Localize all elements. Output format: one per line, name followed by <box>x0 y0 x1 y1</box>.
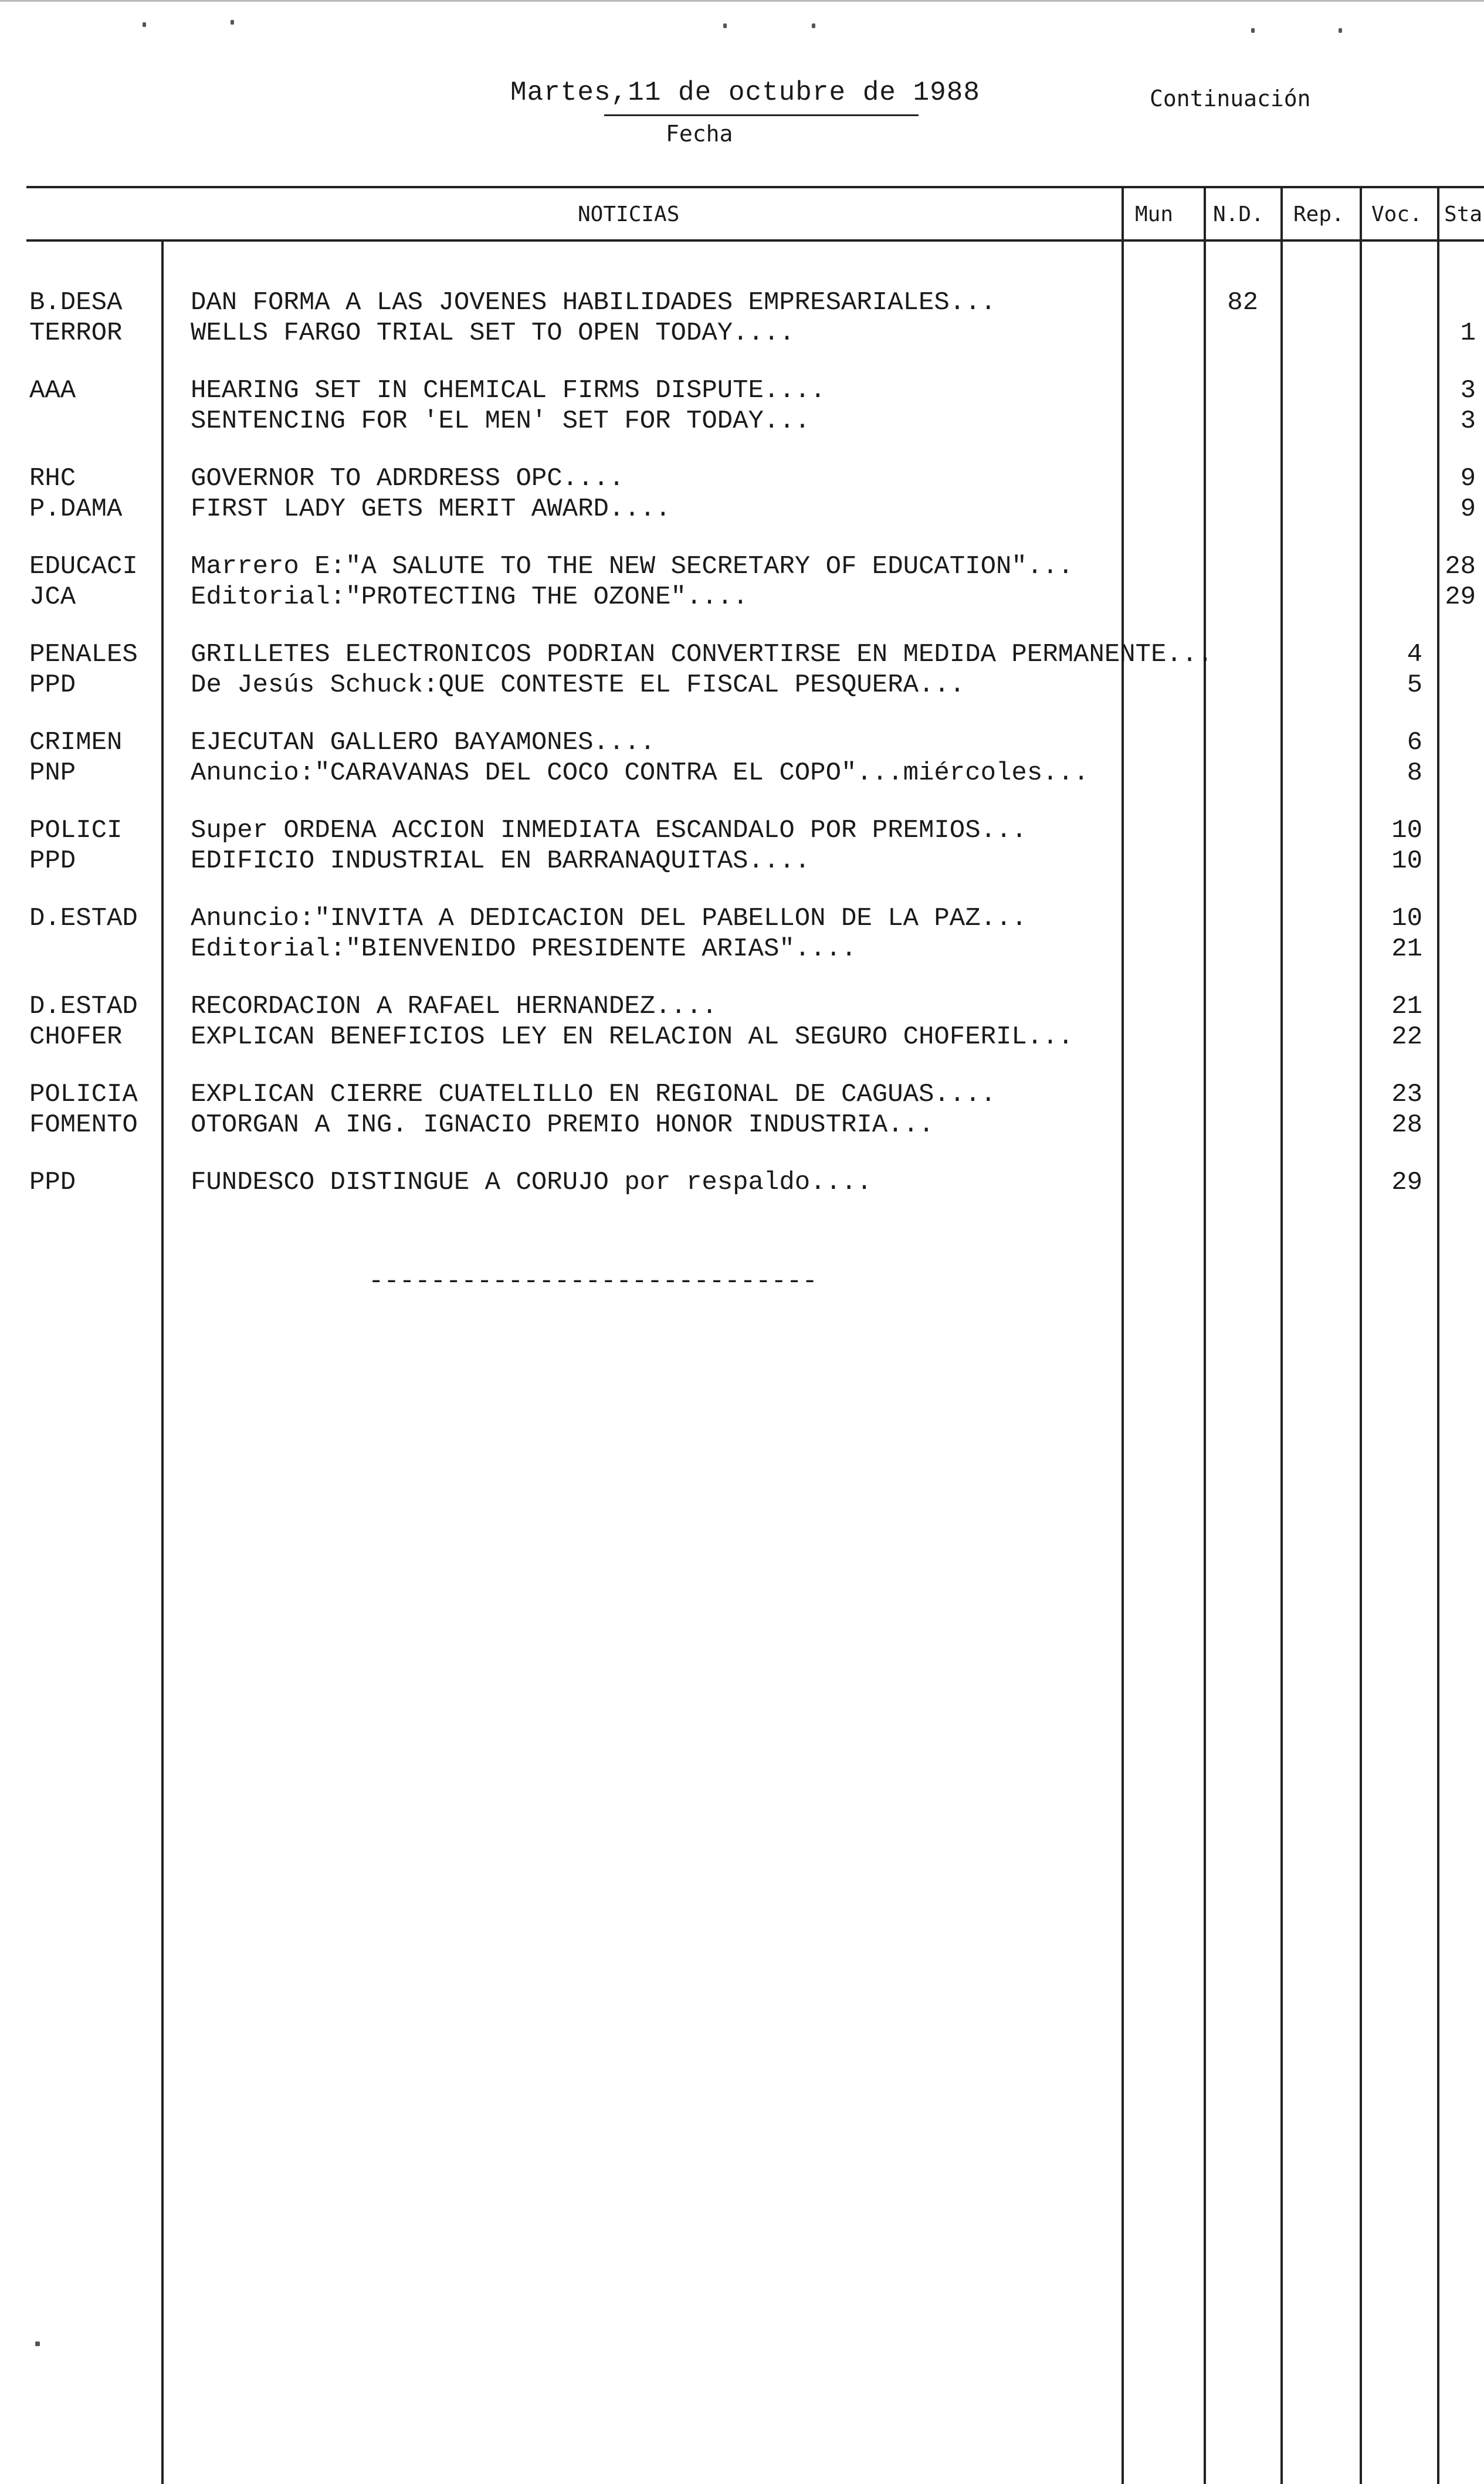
row-voc: 6 <box>1407 728 1422 757</box>
row-title: Anuncio:"CARAVANAS DEL COCO CONTRA EL COPO"...miércoles... <box>191 758 1089 788</box>
row-voc: 5 <box>1407 670 1422 700</box>
table-row <box>0 639 1484 670</box>
row-code: FOMENTO <box>29 1110 138 1140</box>
table-row <box>0 670 1484 700</box>
row-voc: 4 <box>1407 640 1422 669</box>
row-sta: 3 <box>1460 376 1476 405</box>
row-nd: 82 <box>1227 288 1258 317</box>
row-sta: 9 <box>1460 464 1476 493</box>
scan-top-edge <box>0 0 1484 2</box>
scan-speck <box>35 2341 40 2346</box>
rep-column-divider <box>1280 188 1283 2484</box>
row-code: PENALES <box>29 640 138 669</box>
table-header-rule <box>26 239 1484 242</box>
row-voc: 28 <box>1391 1110 1422 1140</box>
date-underline <box>604 114 919 116</box>
table-row <box>0 1022 1484 1052</box>
row-sta: 3 <box>1460 406 1476 436</box>
row-code: PPD <box>29 1168 76 1197</box>
row-title: WELLS FARGO TRIAL SET TO OPEN TODAY.... <box>191 318 795 348</box>
row-code: JCA <box>29 582 76 612</box>
row-code: POLICI <box>29 816 123 845</box>
scan-speck <box>1339 28 1342 33</box>
table-row <box>0 1110 1484 1140</box>
row-sta: 1 <box>1460 318 1476 348</box>
continuation-label: Continuación <box>1150 86 1311 111</box>
row-sta: 28 <box>1445 552 1476 581</box>
row-code: D.ESTAD <box>29 904 138 933</box>
row-title: EXPLICAN CIERRE CUATELILLO EN REGIONAL DE CAGUAS.... <box>191 1080 997 1109</box>
row-code: RHC <box>29 464 76 493</box>
row-voc: 22 <box>1391 1022 1422 1052</box>
row-title: Marrero E:"A SALUTE TO THE NEW SECRETARY OF EDUCATION"... <box>191 552 1074 581</box>
row-title: EJECUTAN GALLERO BAYAMONES.... <box>191 728 656 757</box>
row-title: SENTENCING FOR 'EL MEN' SET FOR TODAY... <box>191 406 811 436</box>
row-title: Anuncio:"INVITA A DEDICACION DEL PABELLON DE LA PAZ... <box>191 904 1027 933</box>
column-header-mun: Mun <box>1135 202 1174 226</box>
table-row <box>0 1079 1484 1110</box>
table-row <box>0 903 1484 934</box>
report-date: Martes,11 de octubre de 1988 <box>510 77 980 108</box>
table-row <box>0 318 1484 348</box>
table-row <box>0 846 1484 876</box>
row-title: Editorial:"PROTECTING THE OZONE".... <box>191 582 748 612</box>
column-header-nd: N.D. <box>1213 202 1264 226</box>
row-voc: 10 <box>1391 816 1422 845</box>
row-voc: 23 <box>1391 1080 1422 1109</box>
row-sta: 29 <box>1445 582 1476 612</box>
table-row <box>0 494 1484 524</box>
row-title: GOVERNOR TO ADRDRESS OPC.... <box>191 464 625 493</box>
column-header-rep: Rep. <box>1293 202 1344 226</box>
row-voc: 10 <box>1391 846 1422 876</box>
row-title: GRILLETES ELECTRONICOS PODRIAN CONVERTIRSE EN MEDIDA PERMANENTE... <box>191 640 1213 669</box>
table-row <box>0 815 1484 846</box>
row-voc: 21 <box>1391 934 1422 964</box>
row-title: HEARING SET IN CHEMICAL FIRMS DISPUTE.... <box>191 376 826 405</box>
sta-column-divider <box>1437 188 1439 2484</box>
row-code: PPD <box>29 670 76 700</box>
row-code: D.ESTAD <box>29 992 138 1021</box>
row-title: FUNDESCO DISTINGUE A CORUJO por respaldo.... <box>191 1168 872 1197</box>
row-code: B.DESA <box>29 288 123 317</box>
date-caption: Fecha <box>666 121 733 147</box>
row-sta: 9 <box>1460 494 1476 524</box>
scan-speck <box>812 23 815 28</box>
nd-column-divider <box>1204 188 1206 2484</box>
table-row <box>0 287 1484 318</box>
row-code: POLICIA <box>29 1080 138 1109</box>
row-title: DAN FORMA A LAS JOVENES HABILIDADES EMPRESARIALES... <box>191 288 997 317</box>
row-title: EXPLICAN BENEFICIOS LEY EN RELACION AL SEGURO CHOFERIL... <box>191 1022 1074 1052</box>
scan-speck <box>143 22 146 27</box>
row-code: TERROR <box>29 318 123 348</box>
scan-speck <box>1251 28 1255 33</box>
row-title: RECORDACION A RAFAEL HERNANDEZ.... <box>191 992 717 1021</box>
column-header-voc: Voc. <box>1371 202 1422 226</box>
column-header-noticias: NOTICIAS <box>578 202 680 226</box>
row-title: Super ORDENA ACCION INMEDIATA ESCANDALO POR PREMIOS... <box>191 816 1027 845</box>
row-voc: 21 <box>1391 992 1422 1021</box>
row-title: FIRST LADY GETS MERIT AWARD.... <box>191 494 671 524</box>
row-code: PNP <box>29 758 76 788</box>
table-top-rule <box>26 186 1484 188</box>
table-row <box>0 727 1484 758</box>
row-code: AAA <box>29 376 76 405</box>
column-header-sta: Sta <box>1444 202 1483 226</box>
row-voc: 8 <box>1407 758 1422 788</box>
table-row <box>0 551 1484 582</box>
scan-speck <box>231 20 234 25</box>
scan-speck <box>723 23 727 28</box>
table-row <box>0 991 1484 1022</box>
row-title: Editorial:"BIENVENIDO PRESIDENTE ARIAS".... <box>191 934 857 964</box>
table-row <box>0 934 1484 964</box>
table-row <box>0 463 1484 494</box>
row-code: PPD <box>29 846 76 876</box>
table-row <box>0 375 1484 406</box>
row-code: CRIMEN <box>29 728 123 757</box>
table-row <box>0 406 1484 436</box>
row-title: OTORGAN A ING. IGNACIO PREMIO HONOR INDUSTRIA... <box>191 1110 934 1140</box>
table-row <box>0 582 1484 612</box>
end-of-list-rule: ----------------------------- <box>368 1267 818 1296</box>
voc-column-divider <box>1360 188 1362 2484</box>
row-code: EDUCACI <box>29 552 138 581</box>
row-title: EDIFICIO INDUSTRIAL EN BARRANAQUITAS.... <box>191 846 811 876</box>
row-code: P.DAMA <box>29 494 123 524</box>
mun-column-divider <box>1122 188 1124 2484</box>
row-voc: 29 <box>1391 1168 1422 1197</box>
row-voc: 10 <box>1391 904 1422 933</box>
row-code: CHOFER <box>29 1022 123 1052</box>
row-title: De Jesús Schuck:QUE CONTESTE EL FISCAL PESQUERA... <box>191 670 965 700</box>
table-row <box>0 1167 1484 1198</box>
table-row <box>0 758 1484 788</box>
